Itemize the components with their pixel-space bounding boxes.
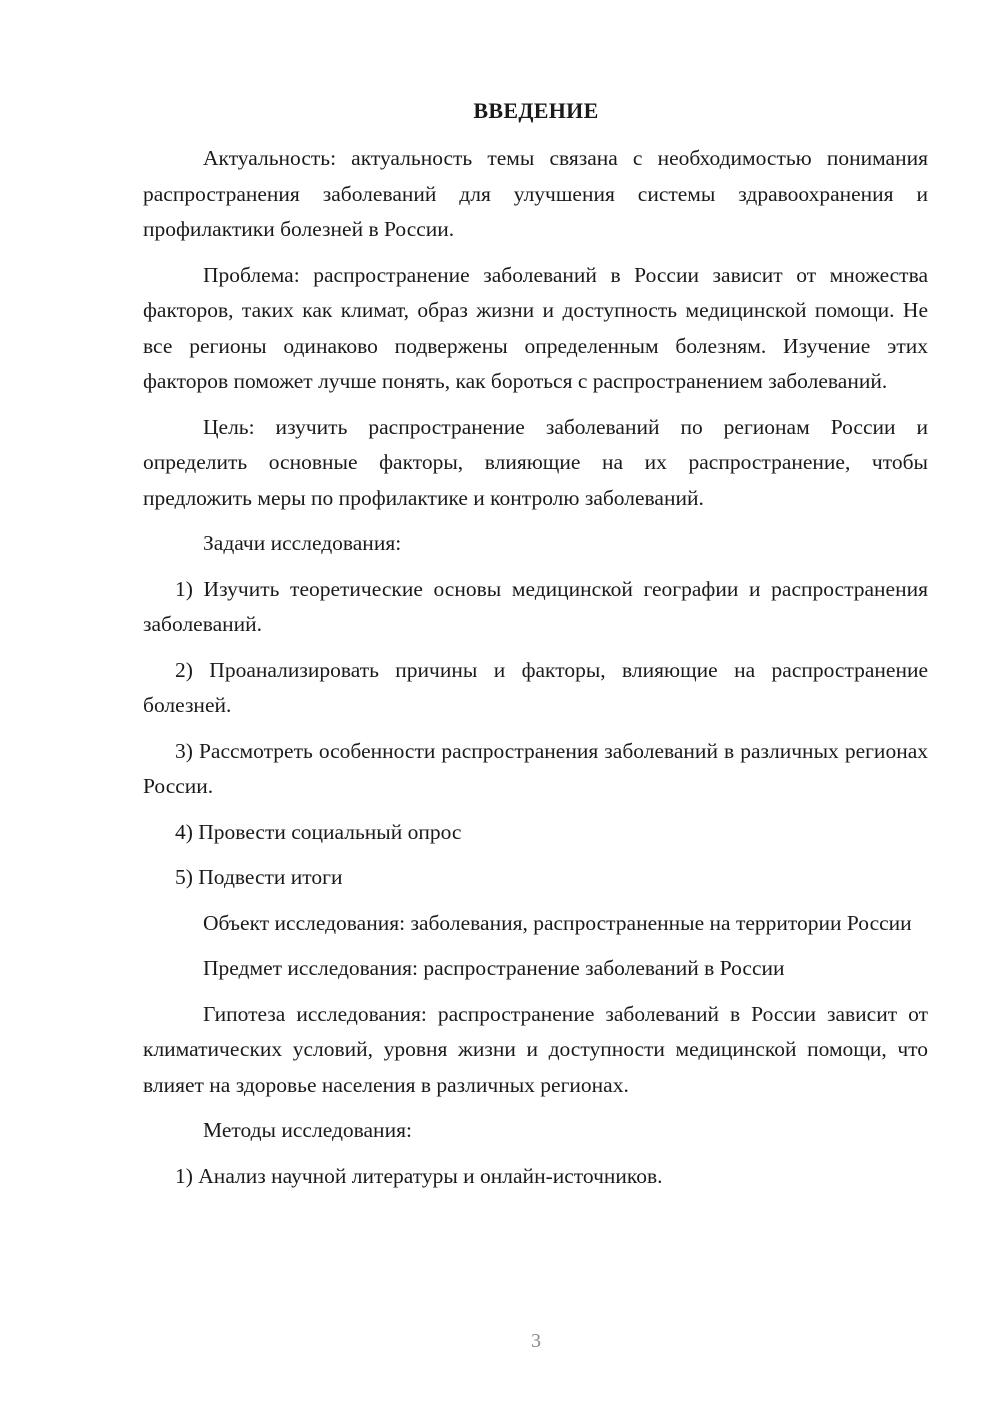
hypothesis-paragraph: Гипотеза исследования: распространение заболеваний в России зависит от климатических условий, уровня жизни и доступности медицинской помощи, что влияет на здоровье населения в различных регионах. xyxy=(143,1001,928,1097)
page-heading: ВВЕДЕНИЕ xyxy=(473,98,599,123)
subject-paragraph: Предмет исследования: распространение заболеваний в России xyxy=(203,956,785,980)
task-item-1: 1) Изучить теоретические основы медицинской географии и распространения заболеваний. xyxy=(143,576,928,636)
object-paragraph: Объект исследования: заболевания, распространенные на территории России xyxy=(203,910,912,935)
task-item-2: 2) Проанализировать причины и факторы, влияющие на распространение болезней. xyxy=(143,657,928,717)
task-item-5: 5) Подвести итоги xyxy=(175,865,343,889)
document-body xyxy=(143,141,928,1204)
method-item-1: 1) Анализ научной литературы и онлайн-источников. xyxy=(175,1163,663,1188)
page-number: 3 xyxy=(531,1330,541,1352)
relevance-paragraph: Актуальность: актуальность темы связана с необходимостью понимания распространения заболеваний для улучшения системы здравоохранения и профилактики болезней в России. xyxy=(143,146,928,241)
task-item-4: 4) Провести социальный опрос xyxy=(175,819,462,844)
task-item-3: 3) Рассмотреть особенности распространения заболеваний в различных регионах России. xyxy=(143,738,928,798)
methods-title: Методы исследования: xyxy=(203,1118,412,1142)
goal-paragraph: Цель: изучить распространение заболеваний по регионам России и определить основные факторы, влияющие на их распространение, чтобы предложить меры по профилактике и контролю заболеваний. xyxy=(143,414,928,510)
problem-paragraph: Проблема: распространение заболеваний в России зависит от множества факторов, таких как климат, образ жизни и доступность медицинской помощи. Не все регионы одинаково подвержены определенным болезням. Изучение этих факторов поможет лучше понять, как бороться с распространением заболеваний. xyxy=(143,262,928,393)
tasks-title: Задачи исследования: xyxy=(203,531,402,555)
